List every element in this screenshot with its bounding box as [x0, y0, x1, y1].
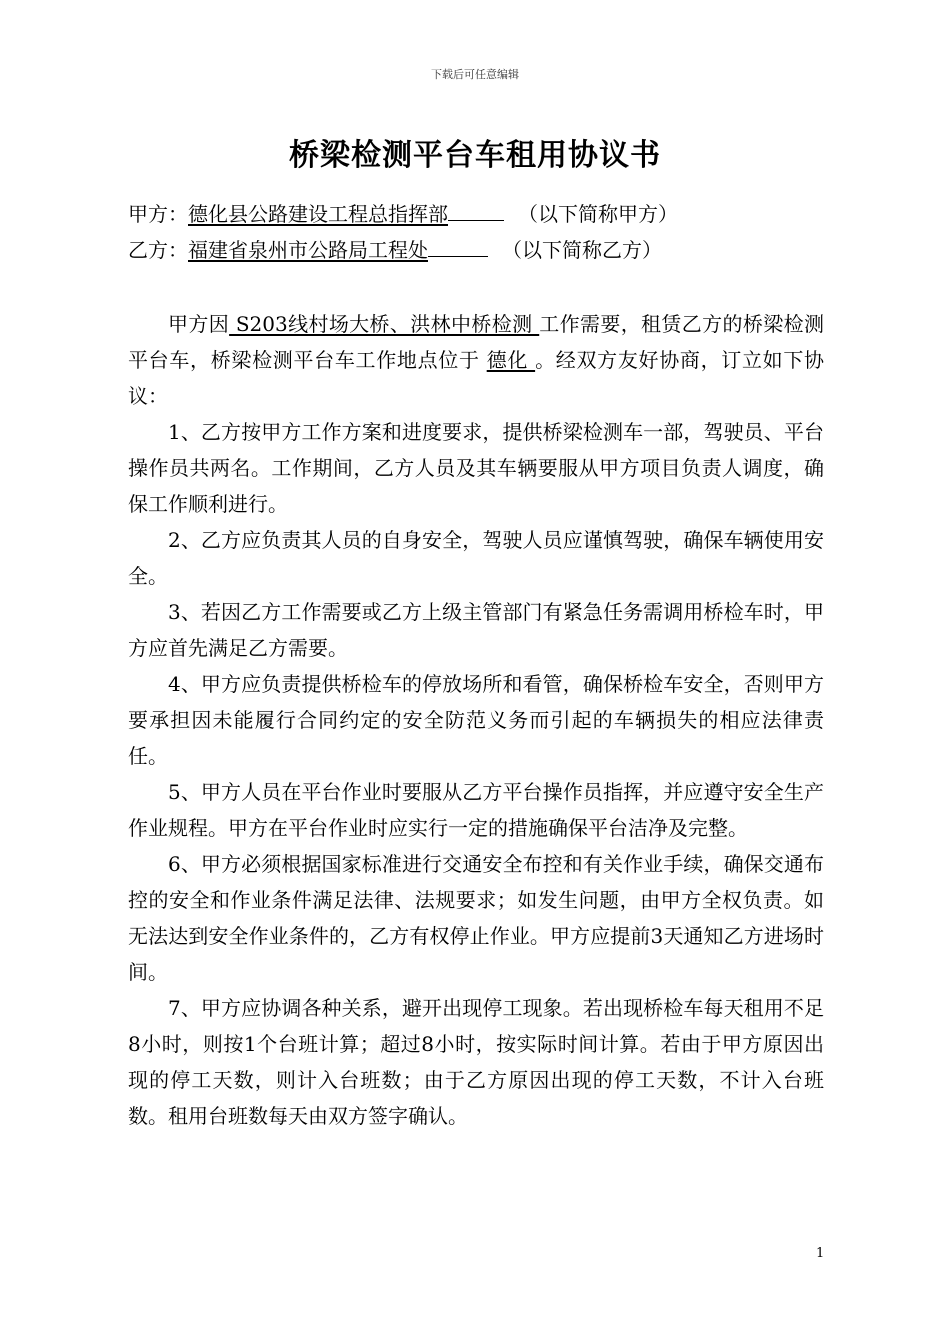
intro-text-1: 甲方因	[168, 312, 230, 336]
intro-text-3: 。经双方友好协商，订立如下协议：	[128, 348, 825, 408]
intro-text-2: 工作需要，租赁乙方的桥梁检测平台车，桥梁检测平台车工作地点位于	[128, 312, 825, 372]
header-note: 下载后可任意编辑	[431, 68, 519, 81]
project-name: S203线村场大桥、洪林中桥检测	[229, 312, 540, 336]
clause-5: 5、甲方人员在平台作业时要服从乙方平台操作员指挥，并应遵守安全生产作业规程。甲方在平台作业时应实行一定的措施确保平台洁净及完整。	[128, 780, 824, 840]
clause-6: 6、甲方必须根据国家标准进行交通安全布控和有关作业手续，确保交通布控的安全和作业条件满足法律、法规要求；如发生问题，由甲方全权负责。如无法达到安全作业条件的，乙方有权停止作业。甲方应提前3天通知乙方进场时间。	[128, 852, 824, 984]
party-b-name: 福建省泉州市公路局工程处	[188, 238, 428, 262]
party-a-line	[128, 198, 828, 228]
page-number: 1	[816, 1246, 825, 1261]
party-a-blank	[448, 198, 504, 221]
party-a-suffix: （以下简称甲方）	[518, 202, 678, 226]
document-title: 桥梁检测平台车租用协议书	[289, 138, 661, 173]
work-location: 德化	[486, 348, 536, 372]
party-a-name: 德化县公路建设工程总指挥部	[188, 202, 448, 226]
party-b-line	[128, 234, 828, 264]
clause-7: 7、甲方应协调各种关系，避开出现停工现象。若出现桥检车每天租用不足8小时，则按1个台班计算；超过8小时，按实际时间计算。若由于甲方原因出现的停工天数，则计入台班数；由于乙方原因出现的停工天数，不计入台班数。租用台班数每天由双方签字确认。	[128, 996, 824, 1128]
clause-2: 2、乙方应负责其人员的自身安全，驾驶人员应谨慎驾驶，确保车辆使用安全。	[128, 528, 824, 588]
clause-1: 1、乙方按甲方工作方案和进度要求，提供桥梁检测车一部，驾驶员、平台操作员共两名。工作期间，乙方人员及其车辆要服从甲方项目负责人调度，确保工作顺利进行。	[128, 420, 824, 516]
clause-4: 4、甲方应负责提供桥检车的停放场所和看管，确保桥检车安全，否则甲方要承担因未能履行合同约定的安全防范义务而引起的车辆损失的相应法律责任。	[128, 672, 824, 768]
clause-3: 3、若因乙方工作需要或乙方上级主管部门有紧急任务需调用桥检车时，甲方应首先满足乙方需要。	[128, 600, 824, 660]
intro-paragraph	[128, 306, 824, 414]
party-b-suffix: （以下简称乙方）	[502, 238, 662, 262]
party-b-label: 乙方：	[128, 238, 188, 262]
agreement-body	[128, 306, 824, 1134]
party-a-label: 甲方：	[128, 202, 188, 226]
party-b-blank	[428, 234, 488, 257]
